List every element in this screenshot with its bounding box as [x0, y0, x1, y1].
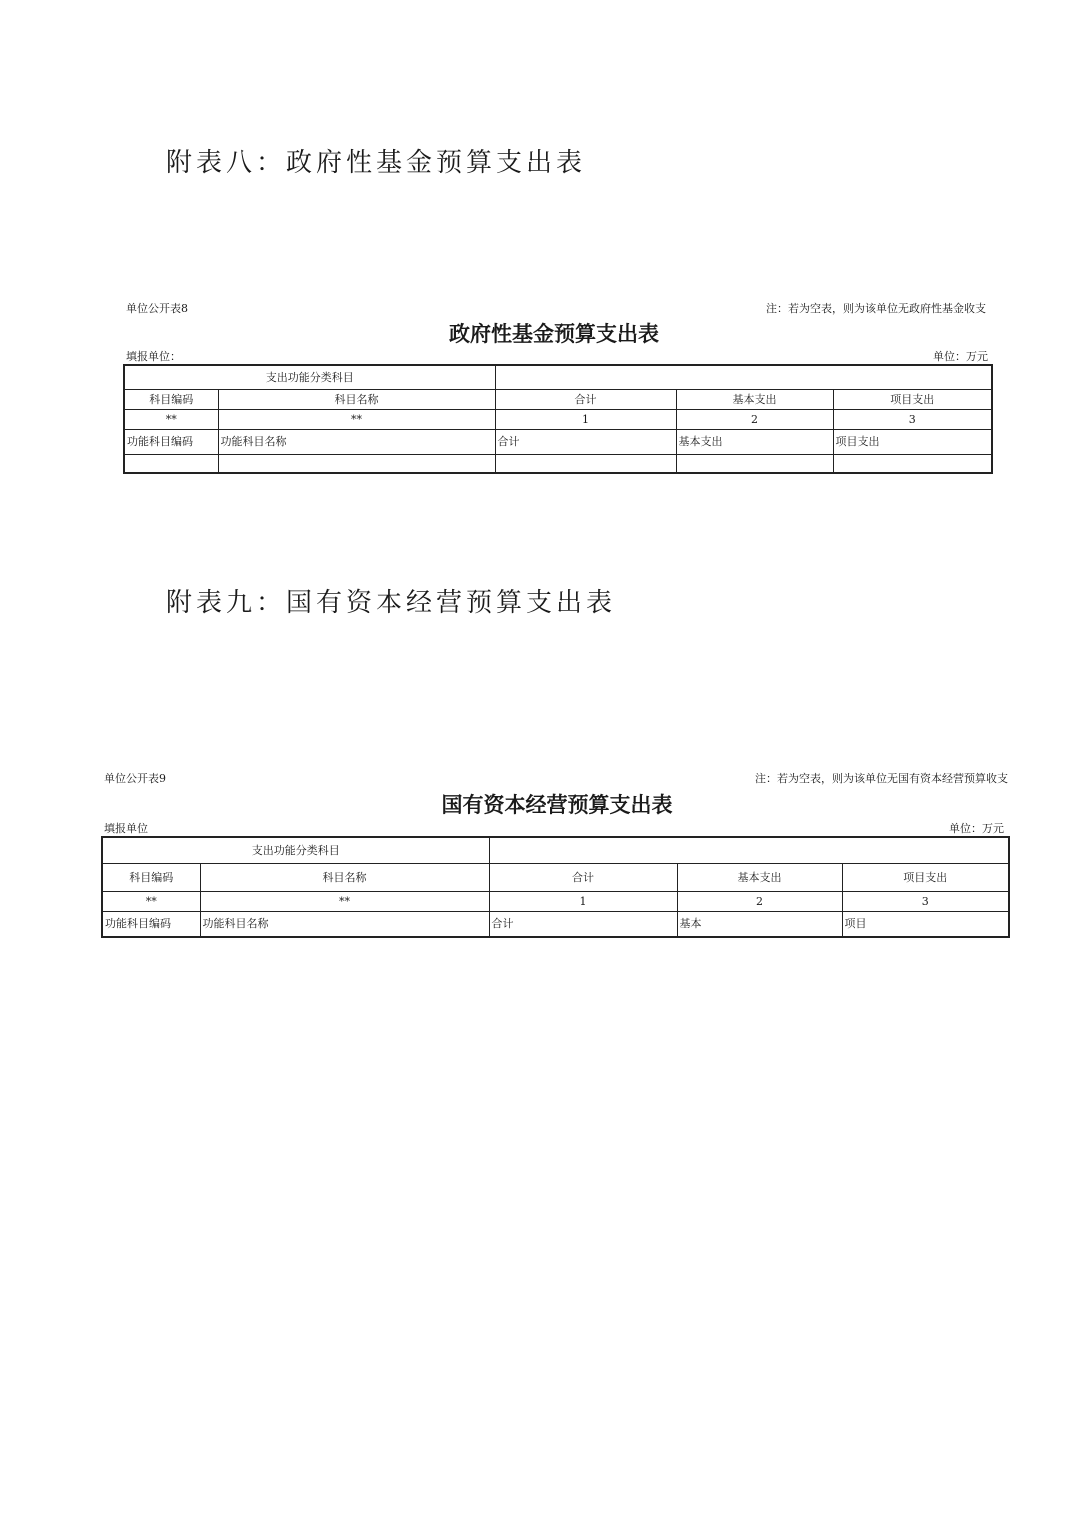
section8-note: 注：若为空表，则为该单位无政府性基金收支 — [766, 302, 986, 315]
empty-header-cell — [495, 365, 992, 389]
index-cell: ** — [102, 891, 200, 911]
column-header: 合计 — [495, 389, 676, 409]
label-cell: 功能科目编码 — [124, 429, 218, 454]
column-header: 项目支出 — [833, 389, 992, 409]
section9-heading: 附表九：国有资本经营预算支出表 — [166, 588, 617, 618]
empty-cell — [124, 454, 218, 473]
section9-form-number: 单位公开表9 — [104, 772, 166, 785]
column-header: 科目名称 — [218, 389, 495, 409]
section8-form-number: 单位公开表8 — [126, 302, 188, 315]
index-cell: 3 — [842, 891, 1009, 911]
index-cell: 3 — [833, 409, 992, 429]
section9-unit-label: 单位：万元 — [949, 822, 1004, 835]
section8-table — [123, 364, 993, 474]
section9-note: 注：若为空表，则为该单位无国有资本经营预算收支 — [755, 772, 1008, 785]
column-header: 基本支出 — [676, 389, 833, 409]
empty-cell — [833, 454, 992, 473]
label-cell: 功能科目名称 — [218, 429, 495, 454]
section8-table-title: 政府性基金预算支出表 — [449, 321, 659, 346]
index-cell: ** — [218, 409, 495, 429]
section8-heading: 附表八：政府性基金预算支出表 — [166, 148, 587, 178]
empty-cell — [676, 454, 833, 473]
empty-header-cell — [489, 837, 1009, 863]
column-header: 科目编码 — [102, 863, 200, 891]
label-cell: 项目支出 — [833, 429, 992, 454]
label-cell: 项目 — [842, 911, 1009, 937]
section9-table — [101, 836, 1010, 938]
column-header: 科目名称 — [200, 863, 489, 891]
column-header: 项目支出 — [842, 863, 1009, 891]
empty-cell — [218, 454, 495, 473]
section9-filler-label: 填报单位 — [104, 822, 148, 835]
index-cell: 2 — [676, 409, 833, 429]
label-cell: 合计 — [489, 911, 677, 937]
section8-unit-label: 单位：万元 — [933, 350, 988, 363]
index-cell: 2 — [677, 891, 842, 911]
section8-filler-label: 填报单位： — [126, 350, 181, 363]
column-header: 合计 — [489, 863, 677, 891]
label-cell: 基本 — [677, 911, 842, 937]
index-cell: 1 — [495, 409, 676, 429]
index-cell: ** — [200, 891, 489, 911]
group-header-cell: 支出功能分类科目 — [102, 837, 489, 863]
section9-table-title: 国有资本经营预算支出表 — [441, 792, 673, 817]
label-cell: 合计 — [495, 429, 676, 454]
column-header: 基本支出 — [677, 863, 842, 891]
column-header: 科目编码 — [124, 389, 218, 409]
label-cell: 功能科目名称 — [200, 911, 489, 937]
index-cell: ** — [124, 409, 218, 429]
label-cell: 基本支出 — [676, 429, 833, 454]
index-cell: 1 — [489, 891, 677, 911]
group-header-cell: 支出功能分类科目 — [124, 365, 495, 389]
empty-cell — [495, 454, 676, 473]
label-cell: 功能科目编码 — [102, 911, 200, 937]
